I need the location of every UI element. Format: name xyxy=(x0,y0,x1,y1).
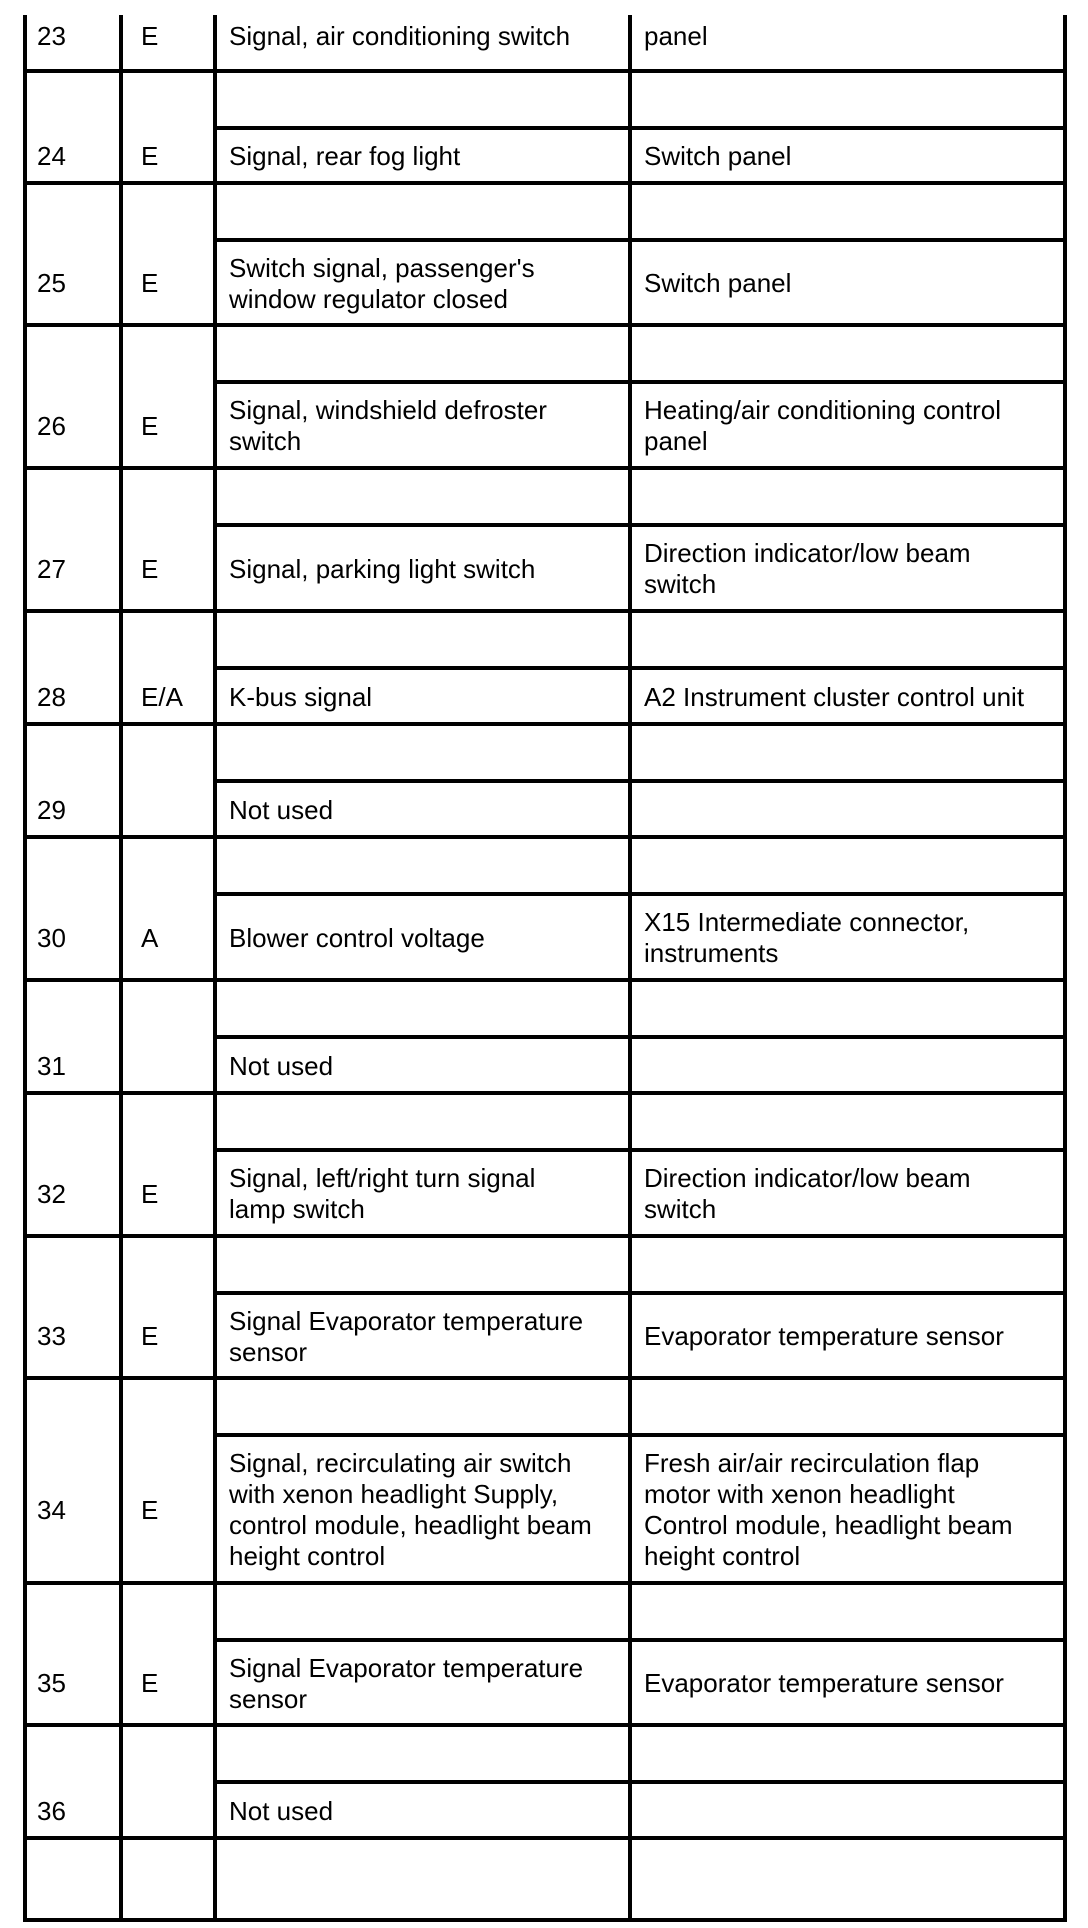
location-cell: Fresh air/air recirculation flap motor with xenon headlight Control module, headlight beam height control xyxy=(644,1448,1013,1571)
function-cell: Not used xyxy=(229,1795,334,1826)
grid-line-function xyxy=(213,15,217,1920)
function-cell: Signal, air conditioning switch xyxy=(229,21,571,51)
row-divider xyxy=(23,609,1067,613)
pin-cell: 23 xyxy=(37,21,66,51)
direction-cell: E xyxy=(141,1178,159,1209)
row-divider xyxy=(23,1836,1067,1840)
location-cell: Evaporator temperature sensor xyxy=(644,1321,1004,1351)
pin-cell: 29 xyxy=(37,794,66,825)
pin-cell: 26 xyxy=(37,410,66,441)
pin-cell: 31 xyxy=(37,1050,66,1081)
row-divider xyxy=(23,323,1067,327)
pin-cell: 33 xyxy=(37,1321,66,1351)
function-cell: Signal, left/right turn signal lamp switch xyxy=(229,1163,536,1224)
function-cell: Switch signal, passenger's window regulator closed xyxy=(229,252,535,314)
function-cell: Not used xyxy=(229,794,334,825)
row-divider xyxy=(23,1581,1067,1585)
pin-cell: 24 xyxy=(37,141,66,171)
direction-cell: A xyxy=(141,922,159,953)
direction-cell: E xyxy=(141,410,159,441)
row-divider xyxy=(23,69,1067,73)
direction-cell: E xyxy=(141,141,159,171)
location-cell: Heating/air conditioning control panel xyxy=(644,395,1001,456)
pin-cell: 25 xyxy=(37,268,66,298)
row-divider xyxy=(23,1091,1067,1095)
pin-cell: 32 xyxy=(37,1178,66,1209)
location-cell: A2 Instrument cluster control unit xyxy=(644,681,1025,712)
grid-line-left xyxy=(23,15,27,1920)
direction-cell: E/A xyxy=(141,681,183,712)
row-divider xyxy=(23,835,1067,839)
row-divider xyxy=(23,181,1067,185)
direction-cell: E xyxy=(141,21,159,51)
pin-cell: 35 xyxy=(37,1668,66,1698)
pin-cell: 28 xyxy=(37,681,66,712)
pin-cell: 27 xyxy=(37,553,66,584)
location-cell: panel xyxy=(644,21,708,51)
function-cell: Not used xyxy=(229,1050,334,1081)
direction-cell xyxy=(141,1039,211,1093)
pin-cell: 36 xyxy=(37,1795,66,1826)
row-divider xyxy=(23,1723,1067,1727)
direction-cell: E xyxy=(141,268,159,298)
direction-cell: E xyxy=(141,1321,159,1351)
function-cell: Signal Evaporator temperature sensor xyxy=(229,1305,584,1367)
location-cell xyxy=(644,783,1064,837)
function-cell: Signal Evaporator temperature sensor xyxy=(229,1652,584,1714)
location-cell: Direction indicator/low beam switch xyxy=(644,1163,971,1224)
row-divider xyxy=(23,978,1067,982)
pin-cell: 30 xyxy=(37,922,66,953)
location-cell: Direction indicator/low beam switch xyxy=(644,538,971,599)
spacer-divider xyxy=(23,1918,1067,1922)
direction-cell: E xyxy=(141,1668,159,1698)
row-divider xyxy=(23,466,1067,470)
function-cell: Signal, windshield defroster switch xyxy=(229,395,547,456)
function-cell: K-bus signal xyxy=(229,681,373,712)
grid-line-location xyxy=(628,15,632,1920)
function-cell: Signal, parking light switch xyxy=(229,553,536,584)
direction-cell: E xyxy=(141,1494,159,1525)
pin-cell: 34 xyxy=(37,1494,66,1525)
grid-line-dir xyxy=(119,15,123,1920)
direction-cell: E xyxy=(141,553,159,584)
function-cell: Blower control voltage xyxy=(229,922,485,953)
direction-cell xyxy=(141,1784,211,1838)
location-cell xyxy=(644,1039,1064,1093)
function-cell: Signal, rear fog light xyxy=(229,141,461,171)
location-cell: Switch panel xyxy=(644,141,792,171)
location-cell: X15 Intermediate connector, instruments xyxy=(644,907,970,968)
location-cell xyxy=(644,1784,1064,1838)
row-divider xyxy=(23,722,1067,726)
function-cell: Signal, recirculating air switch with xenon headlight Supply, control module, headlight beam height control xyxy=(229,1448,592,1571)
direction-cell xyxy=(141,783,211,837)
row-divider xyxy=(23,1234,1067,1238)
location-cell: Evaporator temperature sensor xyxy=(644,1668,1004,1698)
location-cell: Switch panel xyxy=(644,268,792,298)
row-divider xyxy=(23,1376,1067,1380)
